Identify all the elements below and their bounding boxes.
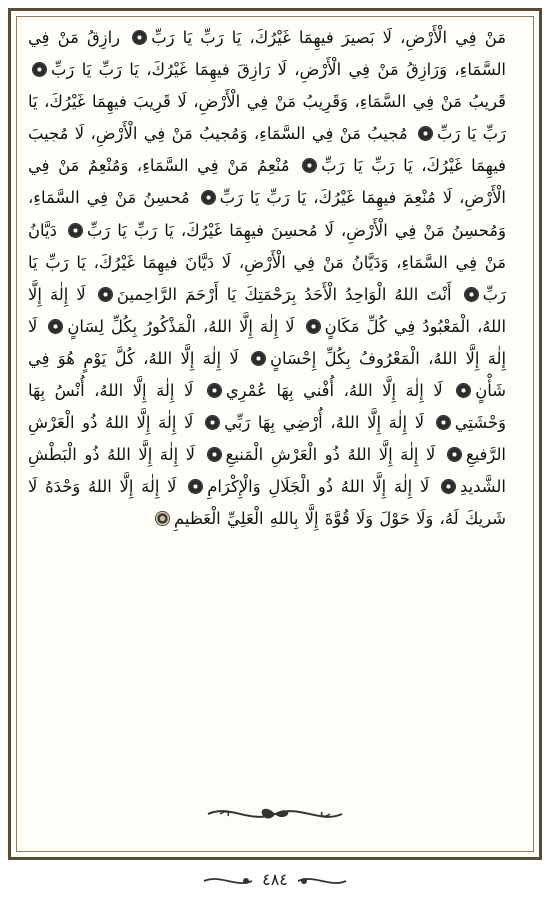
paragraph: مَنْ فِي الْأَرْضِ، لَا بَصيرَ فيهِمَا غَيْرُكَ، يَا رَبِّ يَا رَبِّ [151, 28, 506, 47]
ornament-icon [252, 352, 265, 365]
paragraph: مُنْعِمُ مَنْ فِي السَّمَاءِ، وَمُنْعِمُ مَنْ فِي الْأَرْضِ، لَا مُنْعِمَ فيهِمَا غَيْرُكَ، يَا رَبِّ يَا رَبِّ [28, 156, 506, 208]
ornament-icon [49, 320, 62, 333]
paragraph: لَا إِلٰهَ إِلَّا اللهُ، الْمَذْكُورُ بِكُلِّ لِسَانٍ [67, 316, 295, 336]
paragraph: لَا إِلٰهَ إِلَّا اللهُ ذُو الْبَطْشِ الشَّديدِ [28, 445, 506, 497]
paragraph: لَا إِلٰهَ إِلَّا اللهُ، أُفْني بِهَا عُمْرِي [225, 381, 443, 401]
paragraph: لَا إِلٰهَ إِلَّا اللهُ، كُلَّ يَوْمٍ هُوَ فِي شَأْنٍ [28, 348, 507, 401]
paragraph: لَا إِلٰهَ إِلَّا اللهُ ذُو الْجَلَالِ وَالْإِكْرَامِ [207, 477, 430, 497]
ornament-icon [303, 159, 316, 172]
ornament-icon [69, 224, 82, 237]
page-footer [200, 866, 350, 896]
divider-flourish-icon [200, 800, 350, 828]
ornament-icon [208, 384, 221, 397]
ornament-icon [133, 31, 146, 44]
paragraph: لَا إِلٰهَ إِلَّا اللهُ ذُو الْعَرْشِ الْمَنيعِ [225, 445, 436, 465]
paragraph: لَا إِلٰهَ إِلَّا اللهُ ذُو الْعَرْشِ الرَّفيعِ [28, 413, 506, 465]
ornament-icon [419, 127, 432, 140]
ornament-icon [208, 448, 221, 461]
ornament-icon [448, 448, 461, 461]
paragraph: دَيَّانُ مَنْ فِي السَّمَاءِ، وَدَيَّانُ مَنْ فِي الْأَرْضِ، لَا دَيَّانَ فيهِمَا غَيْرُكَ، يَا رَبِّ يَا رَبِّ [28, 220, 506, 304]
ornament-icon [189, 480, 202, 493]
ornament-icon [33, 63, 46, 76]
ornament-icon [206, 416, 219, 429]
paragraph: رازِقُ مَنْ فِي السَّمَاءِ، وَرَازِقُ مَنْ فِي الْأَرْضِ، لَا رَازِقَ فيهِمَا غَيْرُكَ، يَا رَبِّ يَا رَبِّ [28, 28, 506, 80]
paragraph: قَريبُ مَنْ فِي السَّمَاءِ، وَقَرِيبُ مَنْ فِي الْأَرْضِ، لَا قَرِيبَ فيهِمَا غَيْرُكَ، يَا رَبِّ يَا رَبِّ [28, 92, 506, 144]
paragraph: أَنْتَ اللهُ الْوَاحِدُ الْأَحَدُ بِرَحْمَتِكَ يَا أَرْحَمَ الرَّاحِمينَ [116, 284, 452, 304]
ornament-icon [457, 384, 470, 397]
paragraph: لَا إِلٰهَ إِلَّا اللهُ، الْمَعْبُودُ فِي كُلِّ مَكَانٍ [28, 284, 506, 336]
paragraph: لَا إِلٰهَ إِلَّا اللهُ، أُنْسُ بِهَا وَحْشَتِي [28, 381, 506, 433]
ornament-icon [442, 480, 455, 493]
paragraph: لَا إِلٰهَ إِلَّا اللهُ، أُرْضِي بِهَا رَبِّي [224, 413, 425, 433]
paragraph: لَا إِلٰهَ إِلَّا اللهُ، الْمَعْرُوفُ بِكُلِّ إِحْسَانٍ [28, 316, 506, 368]
ornament-icon [99, 288, 112, 301]
prayer-text [28, 22, 506, 536]
paragraph: لَا إِلٰهَ إِلَّا اللهُ وَحْدَهُ لَا شَريكَ لَهُ، وَلَا حَوْلَ وَلَا قُوَّةَ إِلَّا بِاللهِ الْعَلِيِّ الْعَظيمِ [28, 477, 506, 529]
ornament-icon [307, 320, 320, 333]
page-number: ٤٨٤ [262, 870, 288, 889]
ornament-icon [202, 191, 215, 204]
paragraph: مُجيبُ مَنْ فِي السَّمَاءِ، وَمُجيبُ مَنْ فِي الْأَرْضِ، لَا مُجيبَ فيهِمَا غَيْرُكَ، يَا رَبِّ يَا رَبِّ [28, 124, 506, 176]
paragraph: مُحسِنُ مَنْ فِي السَّمَاءِ، وَمُحسِنُ مَنْ فِي الْأَرْضِ، لَا مُحسِنَ فيهِمَا غَيْرُكَ، يَا رَبِّ يَا رَبِّ [28, 188, 506, 240]
end-ornament-icon [155, 511, 170, 526]
ornament-icon [437, 416, 450, 429]
ornament-icon [465, 288, 478, 301]
